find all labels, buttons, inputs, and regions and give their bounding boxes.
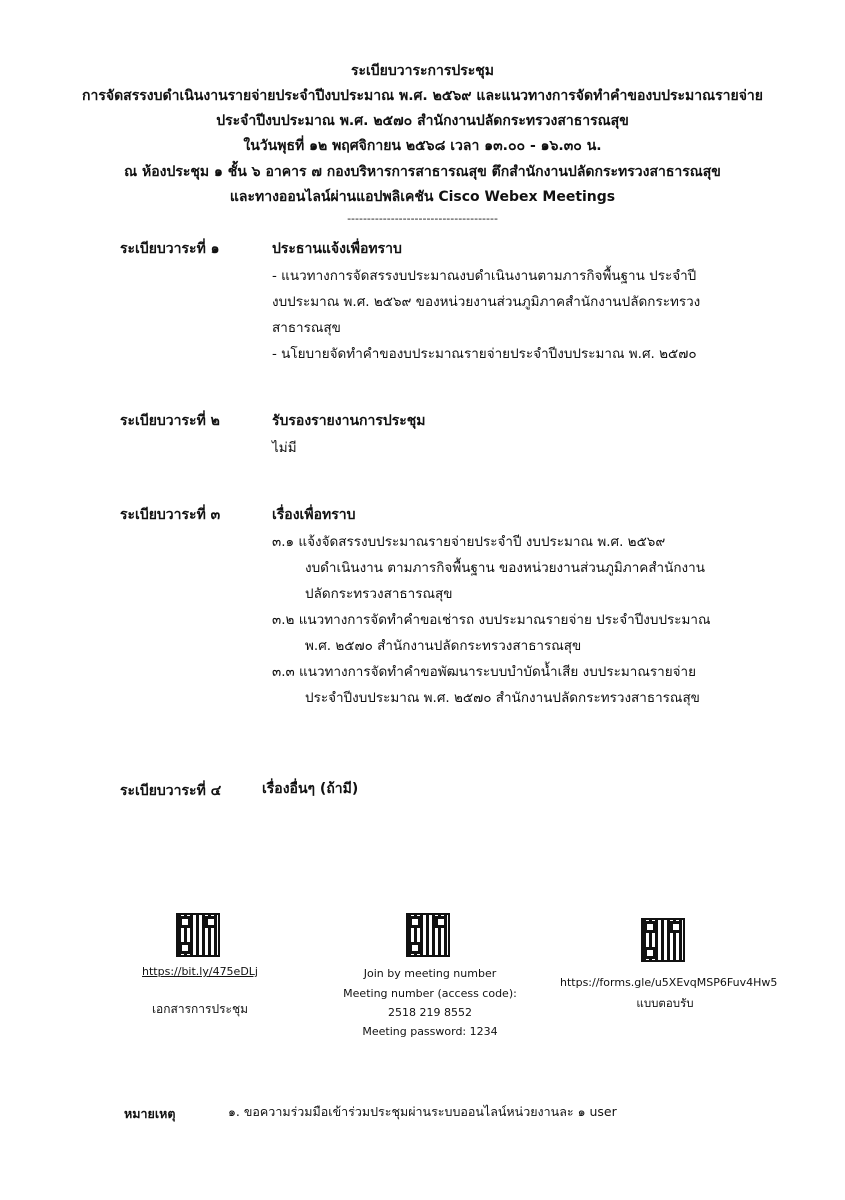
doc-subtitle-2: ประจำปีงบประมาณ พ.ศ. ๒๕๗๐ สำนักงานปลัดกระทรวงสาธารณสุข <box>216 113 629 129</box>
documents-caption: เอกสารการประชุม <box>151 1002 249 1016</box>
agenda-3-item: ๓.๑ แจ้งจัดสรรงบประมาณรายจ่ายประจำปี งบประมาณ พ.ศ. ๒๕๖๙ <box>272 534 666 550</box>
agenda-3-title: เรื่องเพื่อทราบ <box>272 507 356 523</box>
agenda-3-item-cont: พ.ศ. ๒๕๗๐ สำนักงานปลัดกระทรวงสาธารณสุข <box>305 638 582 654</box>
qr-code-form-icon[interactable] <box>641 918 685 962</box>
agenda-1-title: ประธานแจ้งเพื่อทราบ <box>272 241 402 257</box>
meeting-join-text: Join by meeting number <box>363 967 497 980</box>
documents-link[interactable]: https://bit.ly/475eDLj <box>142 965 258 978</box>
agenda-1-line: - แนวทางการจัดสรรงบประมาณงบดำเนินงานตามภารกิจพื้นฐาน ประจำปี <box>272 268 697 284</box>
meeting-online: และทางออนไลน์ผ่านแอปพลิเคชัน Cisco Webex Meetings <box>229 189 616 205</box>
agenda-2-line: ไม่มี <box>272 440 297 456</box>
agenda-4-title: เรื่องอื่นๆ (ถ้ามี) <box>262 781 359 797</box>
agenda-4-label: ระเบียบวาระที่ ๔ <box>120 783 222 799</box>
agenda-1-line: สาธารณสุข <box>272 320 341 336</box>
agenda-2-label: ระเบียบวาระที่ ๒ <box>120 413 220 429</box>
agenda-3-label: ระเบียบวาระที่ ๓ <box>120 507 221 523</box>
agenda-3-item-cont: งบดำเนินงาน ตามภารกิจพื้นฐาน ของหน่วยงานส่วนภูมิภาคสำนักงาน <box>305 560 705 576</box>
doc-subtitle-1: การจัดสรรงบดำเนินงานรายจ่ายประจำปีงบประมาณ พ.ศ. ๒๕๖๙ และแนวทางการจัดทำคำของบประมาณรายจ่าย <box>82 88 763 104</box>
qr-code-meeting-icon[interactable] <box>406 913 450 957</box>
note-text: ๑. ขอความร่วมมือเข้าร่วมประชุมผ่านระบบออนไลน์หน่วยงานละ ๑ user <box>228 1104 617 1119</box>
meeting-location: ณ ห้องประชุม ๑ ชั้น ๖ อาคาร ๗ กองบริหารการสาธารณสุข ตึกสำนักงานปลัดกระทรวงสาธารณสุข <box>124 164 721 180</box>
form-caption: แบบตอบรับ <box>636 996 694 1010</box>
qr-code-documents-icon[interactable] <box>176 913 220 957</box>
agenda-3-item: ๓.๓ แนวทางการจัดทำคำขอพัฒนาระบบบำบัดน้ำเสีย งบประมาณรายจ่าย <box>272 664 697 680</box>
agenda-2-title: รับรองรายงานการประชุม <box>272 413 426 429</box>
meeting-password: Meeting password: 1234 <box>362 1025 498 1038</box>
agenda-3-item-cont: ปลัดกระทรวงสาธารณสุข <box>305 586 453 602</box>
note-label: หมายเหตุ <box>124 1106 176 1121</box>
meeting-number-label: Meeting number (access code): <box>343 987 517 1000</box>
meeting-number: 2518 219 8552 <box>388 1006 472 1019</box>
form-link[interactable]: https://forms.gle/u5XEvqMSP6Fuv4Hw5 <box>560 976 778 989</box>
header-divider: -------------------------------------- <box>347 212 498 225</box>
doc-title: ระเบียบวาระการประชุม <box>350 63 495 79</box>
agenda-3-item: ๓.๒ แนวทางการจัดทำคำขอเช่ารถ งบประมาณรายจ่าย ประจำปีงบประมาณ <box>272 612 711 628</box>
agenda-1-line: งบประมาณ พ.ศ. ๒๕๖๙ ของหน่วยงานส่วนภูมิภาคสำนักงานปลัดกระทรวง <box>272 294 701 310</box>
agenda-1-label: ระเบียบวาระที่ ๑ <box>120 241 220 257</box>
meeting-datetime: ในวันพุธที่ ๑๒ พฤศจิกายน ๒๕๖๘ เวลา ๑๓.๐๐ - ๑๖.๓๐ น. <box>243 138 602 154</box>
agenda-1-line: - นโยบายจัดทำคำของบประมาณรายจ่ายประจำปีงบประมาณ พ.ศ. ๒๕๗๐ <box>272 346 697 362</box>
agenda-3-item-cont: ประจำปีงบประมาณ พ.ศ. ๒๕๗๐ สำนักงานปลัดกระทรวงสาธารณสุข <box>305 690 700 706</box>
